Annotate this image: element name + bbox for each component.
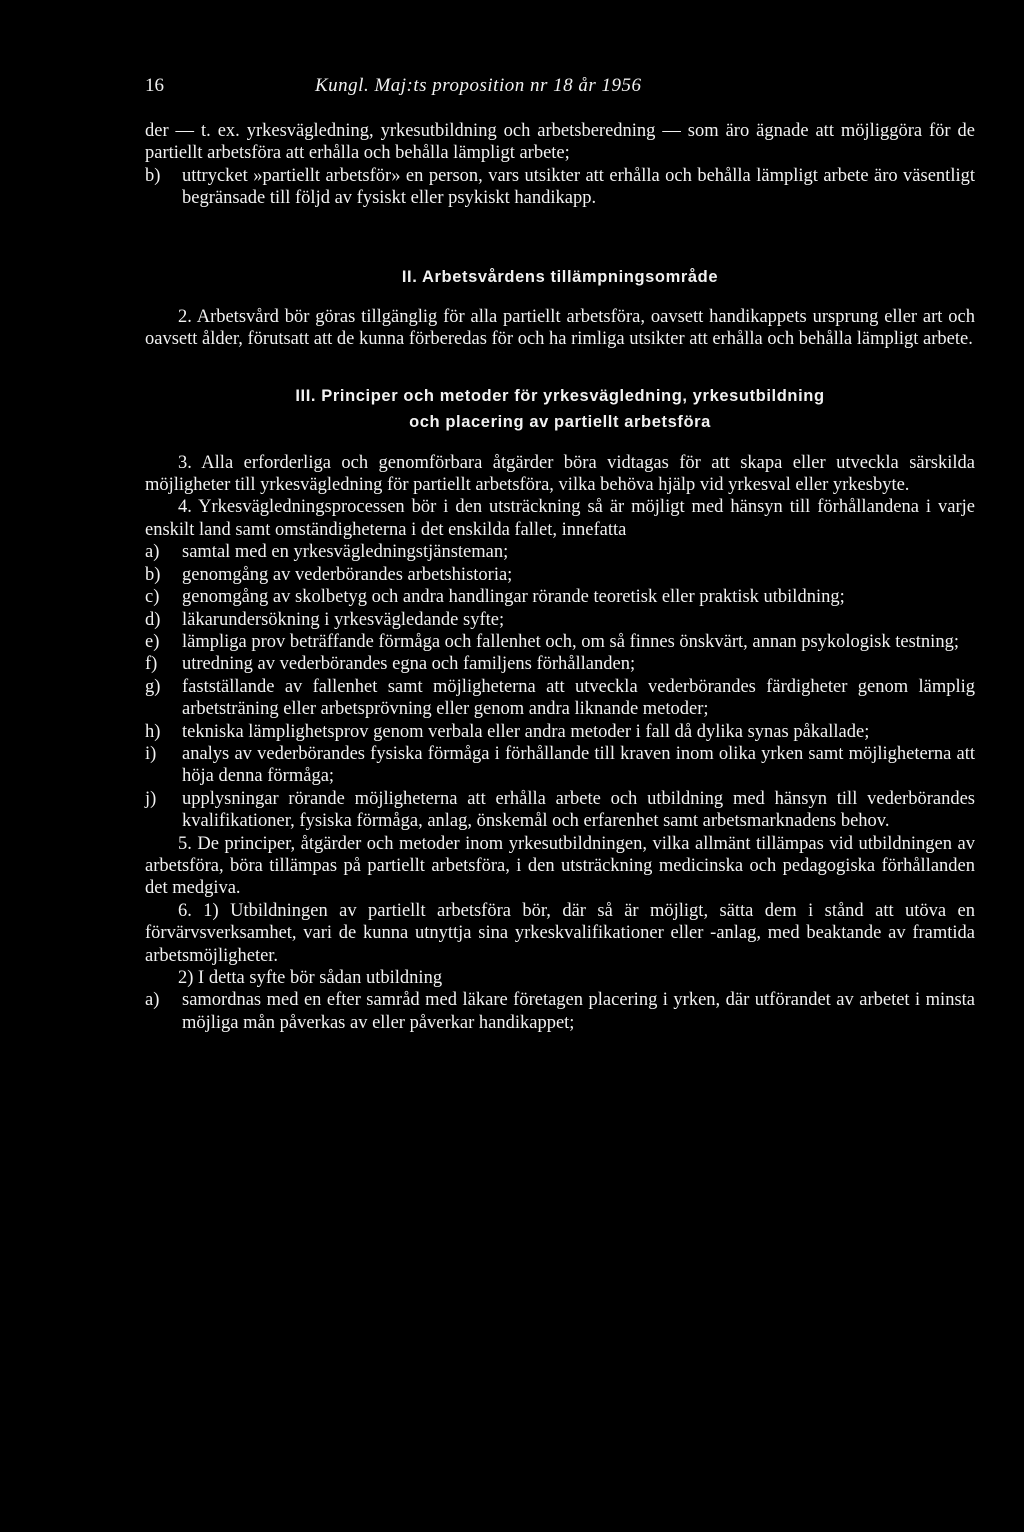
list-item [145, 676, 975, 721]
running-title: Kungl. Maj:ts proposition nr 18 år 1956 [315, 75, 642, 96]
list-item-text: genomgång av skolbetyg och andra handlingar rörande teoretisk eller praktisk utbildning; [182, 587, 845, 608]
list-item-label: f) [145, 654, 158, 675]
list-item-label: a) [145, 542, 160, 563]
list-item [145, 564, 975, 586]
list-item-text: upplysningar rörande möjligheterna att erhålla arbete och utbildning med hänsyn till vederbörandes kvalifikationer, fysiska förmåga, anlag, önskemål och erfarenhet samt arbetsmarknadens behov. [182, 788, 975, 832]
section-heading-iii-line2: och placering av partiellt arbetsföra [409, 413, 711, 432]
list-item-text: läkarundersökning i yrkesvägledande syfte; [182, 609, 505, 630]
list-item [145, 631, 975, 653]
list-item-label: i) [145, 743, 157, 764]
list-item [145, 165, 975, 210]
paragraph-4: 4. Yrkesvägledningsprocessen bör i den utsträckning så är möjligt med hänsyn till förhållandena i varje enskilt land samt omständigheterna i det enskilda fallet, innefatta [145, 497, 975, 540]
document-body [145, 120, 975, 1034]
list-item [145, 541, 975, 563]
page-header [145, 75, 905, 99]
list-item-label: b) [145, 165, 161, 186]
list-item-text: genomgång av vederbörandes arbetshistoria; [182, 564, 513, 585]
list-item-text: samtal med en yrkesvägledningstjänsteman; [182, 542, 509, 563]
list-item-label: g) [145, 676, 161, 697]
list-6 [145, 989, 975, 1034]
list-item-label: d) [145, 609, 161, 630]
section-heading-iii [145, 385, 975, 434]
paragraph-5: 5. De principer, åtgärder och metoder inom yrkesutbildningen, vilka allmänt tillämpas vid utbildningen av arbetsföra, böra tillämpas på partiellt arbetsföra, i den utsträckning medicinska och pedagogiska förhållanden det medgiva. [145, 833, 975, 899]
list-4 [145, 541, 975, 832]
list-item [145, 609, 975, 631]
page-number: 16 [145, 75, 164, 96]
paragraph-6-1: 6. 1) Utbildningen av partiellt arbetsföra bör, där så är möjligt, sätta dem i stånd att utöva en förvärvsverksamhet, vari de kunna utnyttja sina yrkeskvalifikationer eller -anlag, med beaktande av framtida arbetsmöjligheter. [145, 900, 975, 966]
list-item-label: b) [145, 564, 161, 585]
list-item [145, 743, 975, 788]
list-item [145, 788, 975, 833]
paragraph-3: 3. Alla erforderliga och genomförbara åtgärder böra vidtagas för att skapa eller utveckla särskilda möjligheter till yrkesvägledning för partiellt arbetsföra, vilka behöva hjälp vid yrkesval eller yrkesbyte. [145, 452, 975, 496]
list-item [145, 989, 975, 1034]
list-item-text: samordnas med en efter samråd med läkare företagen placering i yrken, där utförandet av arbetet i minsta möjliga mån påverkas av eller påverkar handikappet; [182, 990, 975, 1033]
list-item-label: j) [145, 788, 157, 809]
paragraph-continuation: der — t. ex. yrkesvägledning, yrkesutbildning och arbetsberedning — som äro ägnade att möjliggöra för de partiellt arbetsföra att erhålla och behålla lämpligt arbete; [145, 121, 975, 164]
list-item-text: tekniska lämplighetsprov genom verbala eller andra metoder i fall då dylika synas påkallade; [182, 721, 870, 742]
list-item-label: a) [145, 990, 160, 1011]
list-item-label: c) [145, 587, 160, 608]
list-item-text: analys av vederbörandes fysiska förmåga i förhållande till kraven inom olika yrken samt möjligheterna att höja denna förmåga; [182, 743, 975, 787]
list-item-text: fastställande av fallenhet samt möjligheterna att utveckla vederbörandes färdigheter genom lämplig arbetsträning eller arbetsprövning eller genom andra liknande metoder; [182, 676, 975, 720]
section-heading-ii: II. Arbetsvårdens tillämpningsområde [401, 267, 719, 286]
list-item-label: e) [145, 631, 160, 652]
list-item-text: lämpliga prov beträffande förmåga och fallenhet och, om så finnes önskvärt, annan psykologisk testning; [182, 631, 959, 652]
paragraph-2: 2. Arbetsvård bör göras tillgänglig för alla partiellt arbetsföra, oavsett handikappets ursprung eller art och oavsett ålder, förutsatt att de kunna förberedas för och ha rimliga utsikter att erhålla och behålla lämpligt arbete. [145, 307, 975, 350]
list-item [145, 586, 975, 608]
list-item-label: h) [145, 721, 161, 742]
list-item-text: utredning av vederbörandes egna och familjens förhållanden; [182, 654, 636, 675]
list-item-text: uttrycket »partiellt arbetsför» en person, vars utsikter att erhålla och behålla lämpligt arbete äro väsentligt begränsade till följd av fysiskt eller psykiskt handikapp. [182, 165, 975, 209]
section-heading-iii-line1: III. Principer och metoder för yrkesvägledning, yrkesutbildning [295, 386, 825, 405]
list-item [145, 721, 975, 743]
list-item [145, 653, 975, 675]
paragraph-6-2: 2) I detta syfte bör sådan utbildning [178, 968, 443, 988]
